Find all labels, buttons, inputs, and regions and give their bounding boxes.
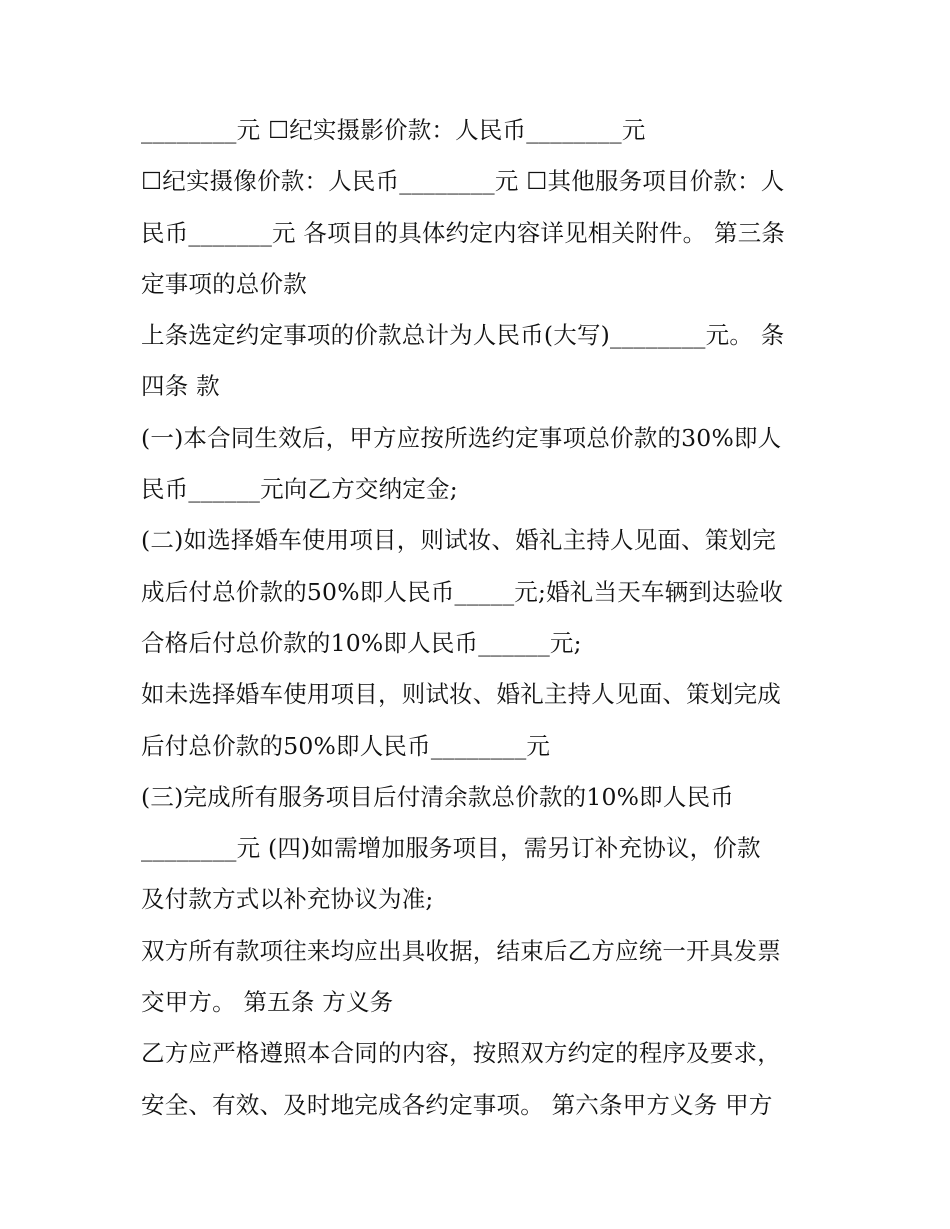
text-line-12: 如未选择婚车使用项目，则试妆、婚礼主持人见面、策划完成 — [141, 680, 781, 709]
text-line-13: 后付总价款的50%即人民币________元 — [141, 731, 551, 760]
text-line-6: 四条 款 — [141, 372, 220, 401]
text-line-5: 上条选定约定事项的价款总计为人民币(大写)________元。 条 — [141, 321, 785, 350]
text-line-16: 及付款方式以补充协议为准; — [141, 885, 434, 914]
text-line-3: 民币_______元 各项目的具体约定内容详见相关附件。 第三条 — [141, 218, 786, 247]
text-line-19: 乙方应严格遵照本合同的内容，按照双方约定的程序及要求， — [141, 1039, 781, 1068]
text-line-17: 双方所有款项往来均应出具收据，结束后乙方应统一开具发票 — [141, 936, 781, 965]
text-line-2: ☐纪实摄像价款：人民币________元 ☐其他服务项目价款：人 — [141, 167, 785, 196]
text-line-18: 交甲方。 第五条 方义务 — [141, 988, 394, 1017]
text-line-11: 合格后付总价款的10%即人民币______元; — [141, 628, 582, 657]
document-body — [141, 105, 821, 1131]
text-line-9: (二)如选择婚车使用项目，则试妆、婚礼主持人见面、策划完 — [141, 526, 776, 555]
text-line-4: 定事项的总价款 — [141, 269, 307, 298]
text-line-15: ________元 (四)如需增加服务项目，需另订补充协议，价款 — [141, 834, 761, 863]
text-line-10: 成后付总价款的50%即人民币_____元;婚礼当天车辆到达验收 — [141, 577, 784, 606]
text-line-1: ________元 ☐纪实摄影价款：人民币________元 — [141, 116, 646, 144]
text-line-8: 民币______元向乙方交纳定金; — [141, 475, 458, 504]
text-line-7: (一)本合同生效后，甲方应按所选约定事项总价款的30%即人 — [141, 423, 782, 452]
text-line-14: (三)完成所有服务项目后付清余款总价款的10%即人民币 — [141, 782, 734, 811]
text-line-20: 安全、有效、及时地完成各约定事项。 第六条甲方义务 甲方 — [141, 1090, 773, 1119]
